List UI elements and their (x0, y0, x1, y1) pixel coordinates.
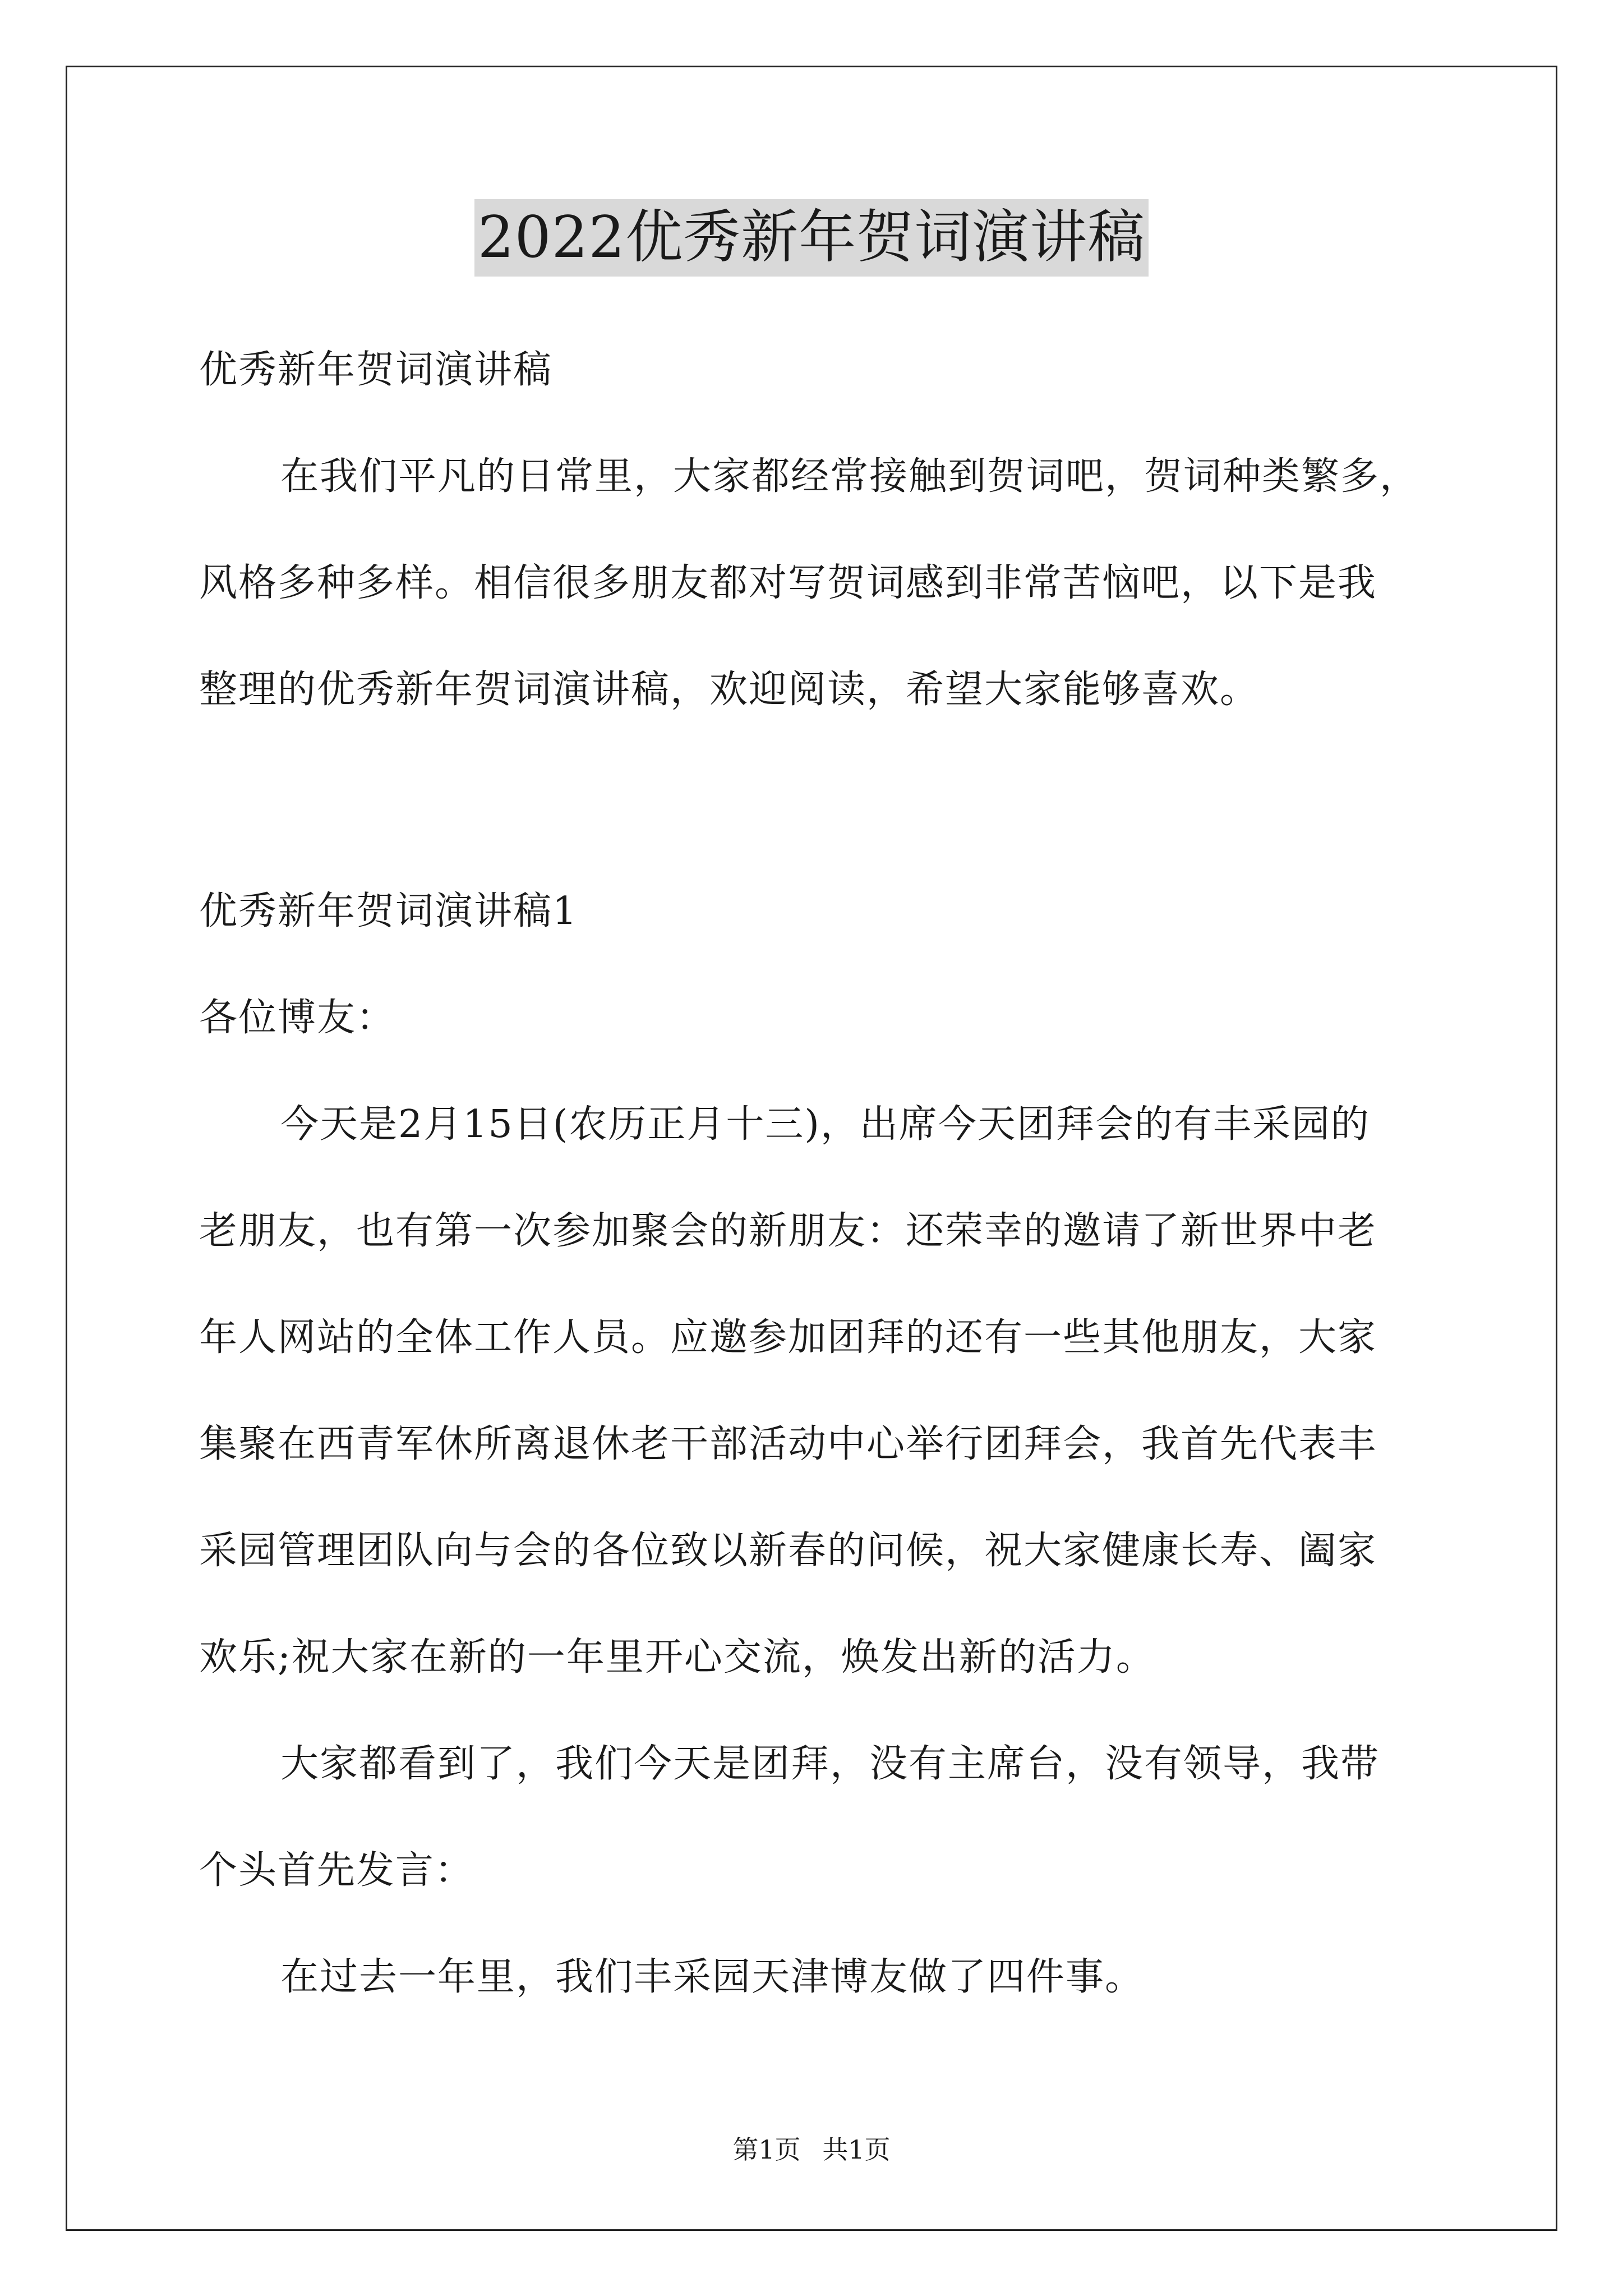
page-number-current: 第1页 (732, 2134, 801, 2165)
page-footer (0, 2133, 1623, 2166)
document-body (199, 317, 1450, 2031)
body-paragraph-1-line-2: 老朋友，也有第一次参加聚会的新朋友：还荣幸的邀请了新世界中老 (199, 1209, 1377, 1253)
body-paragraph-2-line-1: 大家都看到了，我们今天是团拜，没有主席台，没有领导，我带 (280, 1742, 1380, 1786)
intro-paragraph-line-3: 整理的优秀新年贺词演讲稿，欢迎阅读，希望大家能够喜欢。 (199, 668, 1260, 712)
title-container (0, 199, 1623, 277)
body-paragraph-1-line-1: 今天是2月15日(农历正月十三)，出席今天团拜会的有丰采园的 (280, 1102, 1370, 1147)
intro-paragraph-line-2: 风格多种多样。相信很多朋友都对写贺词感到非常苦恼吧，以下是我 (199, 561, 1377, 605)
body-paragraph-1-line-5: 采园管理团队向与会的各位致以新春的问候，祝大家健康长寿、阖家 (199, 1529, 1377, 1573)
body-paragraph-3-line-1: 在过去一年里，我们丰采园天津博友做了四件事。 (280, 1955, 1145, 1999)
document-title: 2022优秀新年贺词演讲稿 (474, 199, 1149, 277)
page-number-total: 共1页 (822, 2134, 891, 2165)
intro-paragraph-line-1: 在我们平凡的日常里，大家都经常接触到贺词吧，贺词种类繁多， (280, 454, 1419, 499)
body-paragraph-1-line-6: 欢乐;祝大家在新的一年里开心交流，焕发出新的活力。 (199, 1635, 1155, 1680)
section-heading: 优秀新年贺词演讲稿1 (199, 889, 578, 933)
body-paragraph-1-line-3: 年人网站的全体工作人员。应邀参加团拜的还有一些其他朋友，大家 (199, 1315, 1377, 1360)
body-paragraph-1-line-4: 集聚在西青军休所离退休老干部活动中心举行团拜会，我首先代表丰 (199, 1422, 1377, 1466)
salutation-line: 各位博友： (199, 996, 396, 1040)
subtitle-line: 优秀新年贺词演讲稿 (199, 348, 553, 392)
section-gap (199, 743, 1450, 858)
body-paragraph-2-line-2: 个头首先发言： (199, 1848, 474, 1893)
